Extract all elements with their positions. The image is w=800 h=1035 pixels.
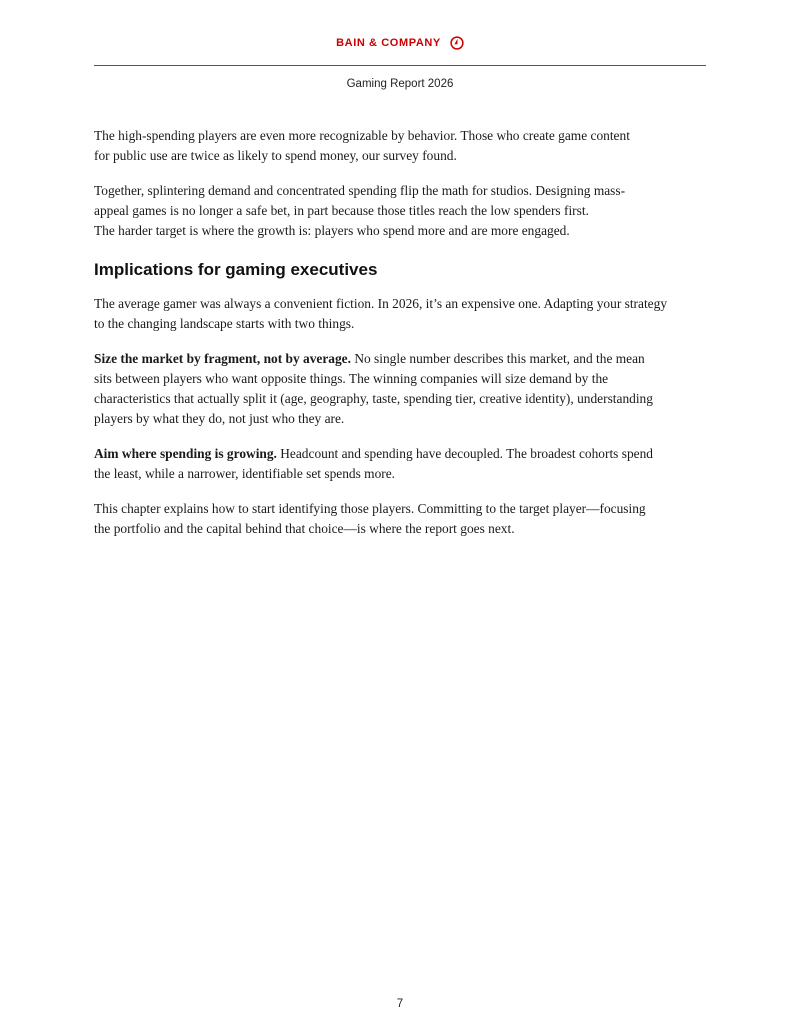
text-line: appeal games is no longer a safe bet, in part because those titles reach the low spenders first. bbox=[94, 203, 589, 218]
text-line: This chapter explains how to start identifying those players. Committing to the target player—focusing bbox=[94, 501, 646, 516]
text-line: The harder target is where the growth is: players who spend more and are more engaged. bbox=[94, 223, 570, 238]
running-head: Gaming Report 2026 bbox=[346, 78, 454, 90]
text-line bbox=[94, 444, 710, 464]
body-content bbox=[94, 126, 710, 554]
paragraph-aim-spending bbox=[94, 444, 710, 484]
text-line: the least, while a narrower, identifiable set spends more. bbox=[94, 466, 396, 481]
text-line: Together, splintering demand and concentrated spending flip the math for studios. Designing mass- bbox=[94, 183, 626, 198]
text-line: sits between players who want opposite things. The winning companies will size demand by the bbox=[94, 371, 609, 386]
brand-name: BAIN & COMPANY bbox=[336, 37, 441, 50]
paragraph-splintering-demand bbox=[94, 181, 710, 241]
point-text: No single number describes this market, and the mean bbox=[350, 351, 645, 366]
paragraph-high-spenders bbox=[94, 126, 710, 166]
point-heading: Size the market by fragment, not by average. bbox=[94, 351, 351, 366]
text-line: The high-spending players are even more recognizable by behavior. Those who create game content bbox=[94, 128, 630, 143]
point-heading: Aim where spending is growing. bbox=[94, 446, 277, 461]
text-line: The average gamer was always a convenient fiction. In 2026, it’s an expensive one. Adapting your strategy bbox=[94, 296, 668, 311]
text-line: players by what they do, not just who they are. bbox=[94, 411, 345, 426]
text-line: to the changing landscape starts with two things. bbox=[94, 316, 355, 331]
brand-header bbox=[0, 36, 800, 50]
point-text: Headcount and spending have decoupled. The broadest cohorts spend bbox=[276, 446, 653, 461]
paragraph-size-market bbox=[94, 349, 710, 429]
text-line: characteristics that actually split it (age, geography, taste, spending tier, creative identity), understanding bbox=[94, 391, 653, 406]
page-number: 7 bbox=[396, 998, 404, 1010]
header-divider bbox=[94, 65, 706, 66]
bain-compass-logo-icon bbox=[450, 36, 464, 50]
text-line: for public use are twice as likely to spend money, our survey found. bbox=[94, 148, 457, 163]
section-heading: Implications for gaming executives bbox=[94, 260, 378, 279]
text-line bbox=[94, 349, 710, 369]
text-line: the portfolio and the capital behind that choice—is where the report goes next. bbox=[94, 521, 515, 536]
paragraph-chapter-closing bbox=[94, 499, 710, 539]
paragraph-average-gamer bbox=[94, 294, 710, 334]
